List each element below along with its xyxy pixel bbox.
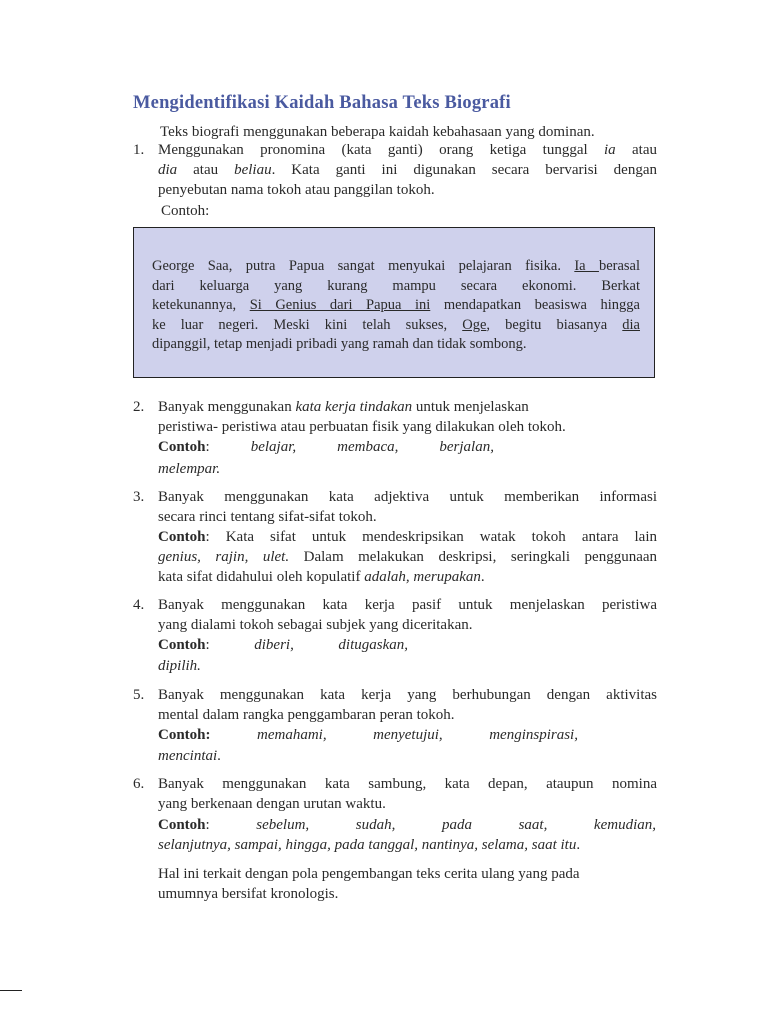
item-4-examples: Contoh: diberi, ditugaskan, [158, 637, 408, 653]
page-corner-rule [0, 990, 22, 991]
item-6-more-examples: selanjutnya, sampai, hingga, pada tanggal, nantinya, selama, saat itu. [158, 837, 581, 853]
item-3-text: Banyak menggunakan kata adjektiva untuk memberikan informasi secara rinci tentang sifat-sifat tokoh. Contoh: Kata sifat untuk mendeskripsikan watak tokoh antara lain genius, rajin, ulet. Dalam melakukan deskripsi, seringkali penggunaan kata sifat didahului oleh kopulatif adalah, merupakan. [158, 489, 658, 585]
item-5-number: 5. [133, 687, 145, 703]
intro-paragraph: Teks biografi menggunakan beberapa kaidah kebahasaan yang dominan. [160, 124, 595, 140]
item-6-examples: Contoh: sebelum, sudah, pada saat, kemudian, [158, 817, 656, 833]
item-6-number: 6. [133, 776, 145, 792]
item-6-text: Banyak menggunakan kata sambung, kata depan, ataupun nomina yang berkenaan dengan urutan waktu. [158, 776, 657, 812]
example-box [133, 227, 655, 378]
item-1-text: Menggunakan pronomina (kata ganti) orang ketiga tunggal ia atau dia atau beliau. Kata ganti ini digunakan secara bervarisi dengan penyebutan nama tokoh atau panggilan tokoh. [158, 142, 658, 198]
example-box-text: George Saa, putra Papua sangat menyukai pelajaran fisika. Ia berasal dari keluarga yang kurang mampu secara ekonomi. Berkat ketekunannya, Si Genius dari Papua ini mendapatkan beasiswa hingga ke luar negeri. Meski kini telah sukses, Oge, begitu biasanya dia dipanggil, tetap menjadi pribadi yang ramah dan tidak sombong. [152, 258, 641, 352]
item-5-examples: Contoh: memahami, menyetujui, menginspirasi, [158, 727, 578, 743]
item-1-contoh-label: Contoh: [161, 203, 210, 219]
item-3-number: 3. [133, 489, 145, 505]
item-1-number: 1. [133, 142, 145, 158]
item-4-last-example: dipilih. [158, 658, 201, 674]
item-5-text: Banyak menggunakan kata kerja yang berhubungan dengan aktivitas mental dalam rangka penggambaran peran tokoh. [158, 687, 657, 723]
item-4-text: Banyak menggunakan kata kerja pasif untuk menjelaskan peristiwa yang dialami tokoh sebagai subjek yang diceritakan. [158, 597, 657, 633]
item-4-number: 4. [133, 597, 145, 613]
closing-paragraph: Hal ini terkait dengan pola pengembangan teks cerita ulang yang pada umumnya bersifat kronologis. [158, 866, 580, 902]
item-2-text: Banyak menggunakan kata kerja tindakan untuk menjelaskan peristiwa- peristiwa atau perbuatan fisik yang dilakukan oleh tokoh. [158, 399, 566, 435]
item-5-last-example: mencintai. [158, 748, 221, 764]
section-title: Mengidentifikasi Kaidah Bahasa Teks Biografi [133, 93, 511, 113]
item-2-examples: Contoh: belajar, membaca, berjalan, [158, 439, 494, 455]
item-2-number: 2. [133, 399, 145, 415]
item-2-last-example: melempar. [158, 461, 221, 477]
